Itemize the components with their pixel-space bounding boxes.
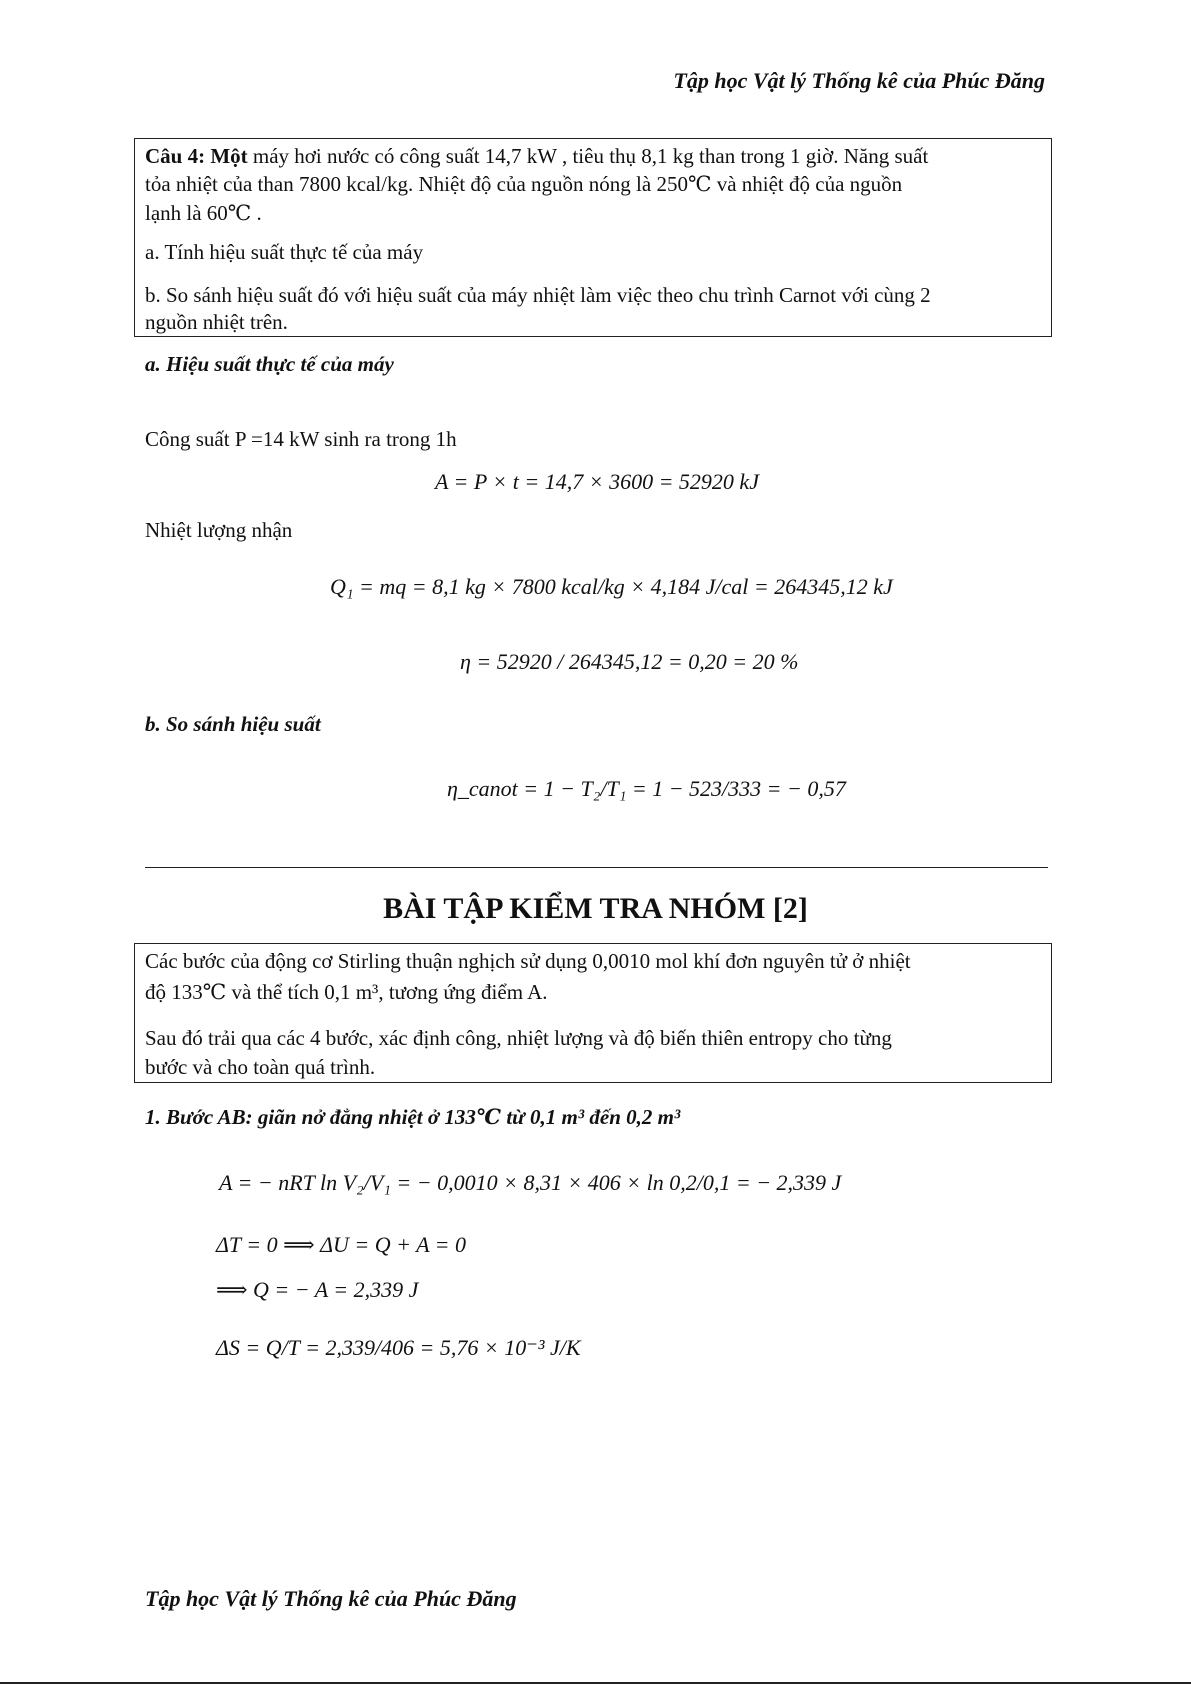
equation-step-ab-work: A = − nRT ln V₂/V₁ = − 0,0010 × 8,31 × 406 × ln 0,2/0,1 = − 2,339 J	[219, 1170, 842, 1195]
group-test-line-4: bước và cho toàn quá trình.	[145, 1055, 376, 1079]
problem-4-part-b-line-2: nguồn nhiệt trên.	[145, 310, 288, 334]
solution-b-heading: b. So sánh hiệu suất	[145, 712, 321, 736]
problem-4-box	[134, 138, 1052, 337]
heat-text: Nhiệt lượng nhận	[145, 518, 293, 542]
equation-carnot: η_canot = 1 − T₂/T₁ = 1 − 523/333 = − 0,57	[447, 776, 846, 801]
equation-step-ab-entropy: ΔS = Q/T = 2,339/406 = 5,76 × 10⁻³ J/K	[216, 1335, 581, 1360]
equation-efficiency: η = 52920 / 264345,12 = 0,20 = 20 %	[460, 649, 799, 674]
problem-4-line-1: Câu 4: Một máy hơi nước có công suất 14,7 kW , tiêu thụ 8,1 kg than trong 1 giờ. Năng suất	[145, 144, 929, 168]
equation-work: A = P × t = 14,7 × 3600 = 52920 kJ	[435, 469, 759, 494]
solution-a-heading: a. Hiệu suất thực tế của máy	[145, 352, 394, 376]
group-test-line-2: độ 133℃ và thể tích 0,1 m³, tương ứng điểm A.	[145, 980, 548, 1004]
page-header: Tập học Vật lý Thống kê của Phúc Đăng	[673, 68, 1045, 93]
problem-4-label: Câu 4: Một	[145, 144, 248, 168]
equation-heat: Q₁ = mq = 8,1 kg × 7800 kcal/kg × 4,184 J/cal = 264345,12 kJ	[330, 574, 893, 599]
group-test-box	[134, 943, 1052, 1083]
page-footer: Tập học Vật lý Thống kê của Phúc Đăng	[145, 1586, 517, 1611]
problem-4-line-2: tỏa nhiệt của than 7800 kcal/kg. Nhiệt độ của nguồn nóng là 250℃ và nhiệt độ của nguồn	[145, 172, 903, 196]
problem-4-line-3: lạnh là 60℃ .	[145, 201, 262, 225]
section-divider	[145, 867, 1048, 868]
power-text: Công suất P =14 kW sinh ra trong 1h	[145, 427, 457, 451]
step-ab-heading: 1. Bước AB: giãn nở đẳng nhiệt ở 133℃ từ 0,1 m³ đến 0,2 m³	[145, 1105, 681, 1129]
group-test-title: BÀI TẬP KIỂM TRA NHÓM [2]	[383, 892, 808, 925]
page-bottom-border	[0, 1682, 1191, 1684]
problem-4-part-a: a. Tính hiệu suất thực tế của máy	[145, 240, 424, 264]
group-test-line-3: Sau đó trải qua các 4 bước, xác định công, nhiệt lượng và độ biến thiên entropy cho từng	[145, 1026, 892, 1050]
problem-4-part-b-line-1: b. So sánh hiệu suất đó với hiệu suất của máy nhiệt làm việc theo chu trình Carnot với cùng 2	[145, 283, 931, 307]
equation-step-ab-energy: ΔT = 0 ⟹ ΔU = Q + A = 0	[216, 1232, 467, 1257]
equation-step-ab-heat: ⟹ Q = − A = 2,339 J	[216, 1277, 419, 1302]
group-test-line-1: Các bước của động cơ Stirling thuận nghịch sử dụng 0,0010 mol khí đơn nguyên tử ở nhiệt	[145, 949, 911, 973]
